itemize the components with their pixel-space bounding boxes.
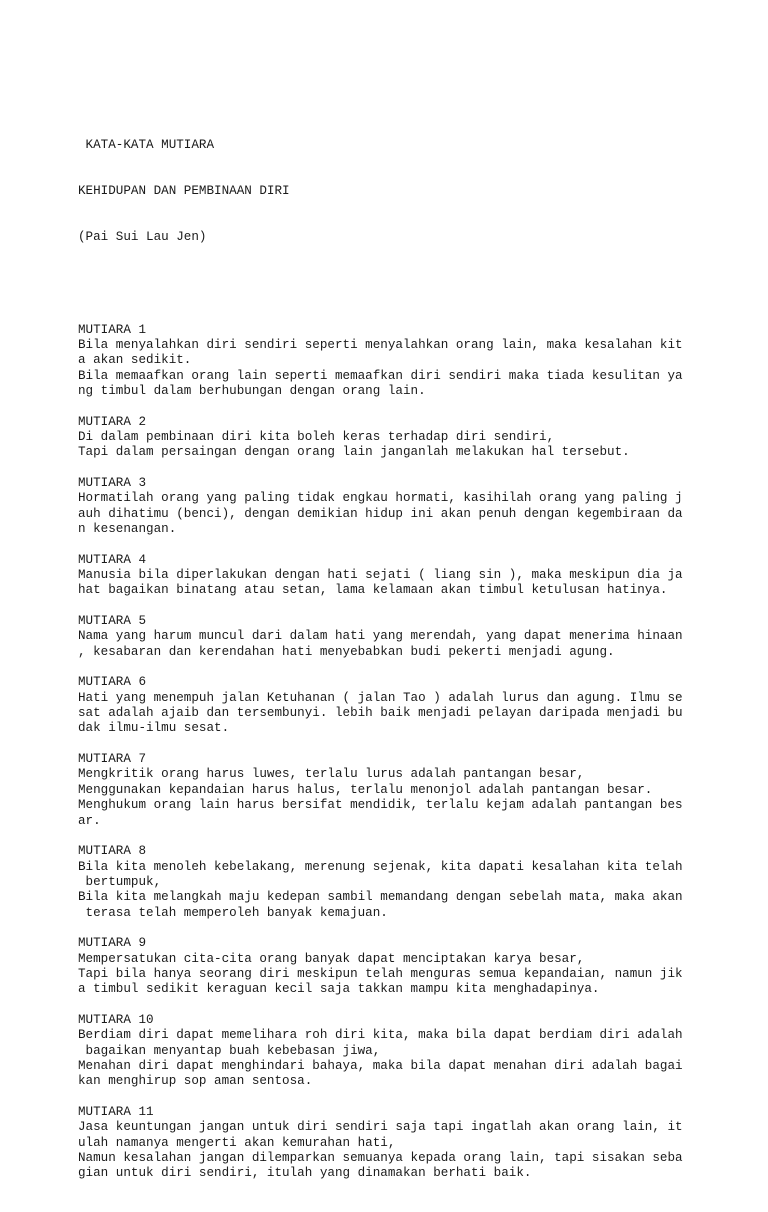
text-line: Menahan diri dapat menghindari bahaya, maka bila dapat menahan diri adalah bagai: [78, 1059, 683, 1073]
document-header: [78, 108, 718, 277]
text-line: Tapi bila hanya seorang diri meskipun telah menguras semua kepandaian, namun jik: [78, 966, 683, 981]
mutiara-section: [78, 415, 718, 461]
text-line: , kesabaran dan kerendahan hati menyebabkan budi pekerti menjadi agung.: [78, 644, 615, 659]
text-line: bertumpuk,: [78, 874, 162, 889]
text-line: Manusia bila diperlakukan dengan hati sejati ( liang sin ), maka meskipun dia ja: [78, 568, 683, 582]
mutiara-section: [78, 476, 718, 537]
text-line: Jasa keuntungan jangan untuk diri sendiri saja tapi ingatlah akan orang lain, it: [78, 1120, 683, 1135]
section-title: MUTIARA 9: [78, 936, 147, 951]
text-line: ar.: [78, 813, 101, 828]
text-line: Hormatilah orang yang paling tidak engkau hormati, kasihilah orang yang paling j: [78, 491, 683, 506]
text-line: a akan sedikit.: [78, 353, 192, 368]
text-line: Bila memaafkan orang lain seperti memaafkan diri sendiri maka tiada kesulitan ya: [78, 368, 683, 383]
text-line: ulah namanya mengerti akan kemurahan hati,: [78, 1135, 396, 1150]
section-title: MUTIARA 4: [78, 552, 147, 567]
text-line: gian untuk diri sendiri, itulah yang dinamakan berhati baik.: [78, 1166, 532, 1181]
section-title: MUTIARA 5: [78, 614, 147, 629]
document-author: (Pai Sui Lau Jen): [78, 230, 207, 245]
document-body: [78, 323, 718, 1182]
text-line: Hati yang menempuh jalan Ketuhanan ( jalan Tao ) adalah lurus dan agung. Ilmu se: [78, 690, 683, 705]
mutiara-section: [78, 936, 718, 997]
mutiara-section: [78, 553, 718, 599]
text-line: Di dalam pembinaan diri kita boleh keras terhadap diri sendiri,: [78, 429, 555, 444]
section-title: MUTIARA 7: [78, 752, 147, 767]
mutiara-section: [78, 1013, 718, 1090]
mutiara-section: [78, 323, 718, 400]
document-page: [78, 77, 718, 1212]
text-line: Tapi dalam persaingan dengan orang lain janganlah melakukan hal tersebut.: [78, 445, 630, 460]
document-subtitle: KEHIDUPAN DAN PEMBINAAN DIRI: [78, 184, 290, 199]
section-title: MUTIARA 3: [78, 475, 147, 490]
text-line: Menghukum orang lain harus bersifat mendidik, terlalu kejam adalah pantangan bes: [78, 798, 683, 813]
document-title: KATA-KATA MUTIARA: [78, 138, 215, 153]
text-line: Bila menyalahkan diri sendiri seperti menyalahkan orang lain, maka kesalahan kit: [78, 337, 683, 352]
section-title: MUTIARA 1: [78, 322, 147, 337]
text-line: n kesenangan.: [78, 521, 177, 536]
text-line: Namun kesalahan jangan dilemparkan semuanya kepada orang lain, tapi sisakan seba: [78, 1151, 683, 1166]
text-line: ng timbul dalam berhubungan dengan orang lain.: [78, 383, 426, 398]
text-line: Mengkritik orang harus luwes, terlalu lurus adalah pantangan besar,: [78, 767, 585, 782]
text-line: Menggunakan kepandaian harus halus, terlalu menonjol adalah pantangan besar.: [78, 782, 653, 797]
text-line: auh dihatimu (benci), dengan demikian hidup ini akan penuh dengan kegembiraan da: [78, 506, 683, 521]
mutiara-section: [78, 844, 718, 921]
mutiara-section: [78, 675, 718, 736]
text-line: hat bagaikan binatang atau setan, lama kelamaan akan timbul ketulusan hatinya.: [78, 583, 668, 598]
text-line: kan menghirup sop aman sentosa.: [78, 1074, 313, 1089]
section-title: MUTIARA 11: [78, 1105, 154, 1120]
text-line: Mempersatukan cita-cita orang banyak dapat menciptakan karya besar,: [78, 951, 585, 966]
mutiara-section: [78, 614, 718, 660]
mutiara-section: [78, 1105, 718, 1182]
text-line: Nama yang harum muncul dari dalam hati yang merendah, yang dapat menerima hinaan: [78, 629, 683, 644]
text-line: dak ilmu-ilmu sesat.: [78, 721, 230, 736]
text-line: Bila kita melangkah maju kedepan sambil memandang dengan sebelah mata, maka akan: [78, 890, 683, 905]
text-line: sat adalah ajaib dan tersembunyi. lebih baik menjadi pelayan daripada menjadi bu: [78, 706, 683, 721]
section-title: MUTIARA 2: [78, 414, 147, 429]
text-line: terasa telah memperoleh banyak kemajuan.: [78, 905, 388, 920]
text-line: bagaikan menyantap buah kebebasan jiwa,: [78, 1043, 381, 1058]
section-title: MUTIARA 10: [78, 1012, 154, 1027]
text-line: Berdiam diri dapat memelihara roh diri kita, maka bila dapat berdiam diri adalah: [78, 1028, 683, 1043]
text-line: Bila kita menoleh kebelakang, merenung sejenak, kita dapati kesalahan kita telah: [78, 859, 683, 874]
section-title: MUTIARA 6: [78, 675, 147, 690]
mutiara-section: [78, 752, 718, 829]
section-title: MUTIARA 8: [78, 844, 147, 859]
text-line: a timbul sedikit keraguan kecil saja takkan mampu kita menghadapinya.: [78, 982, 600, 997]
